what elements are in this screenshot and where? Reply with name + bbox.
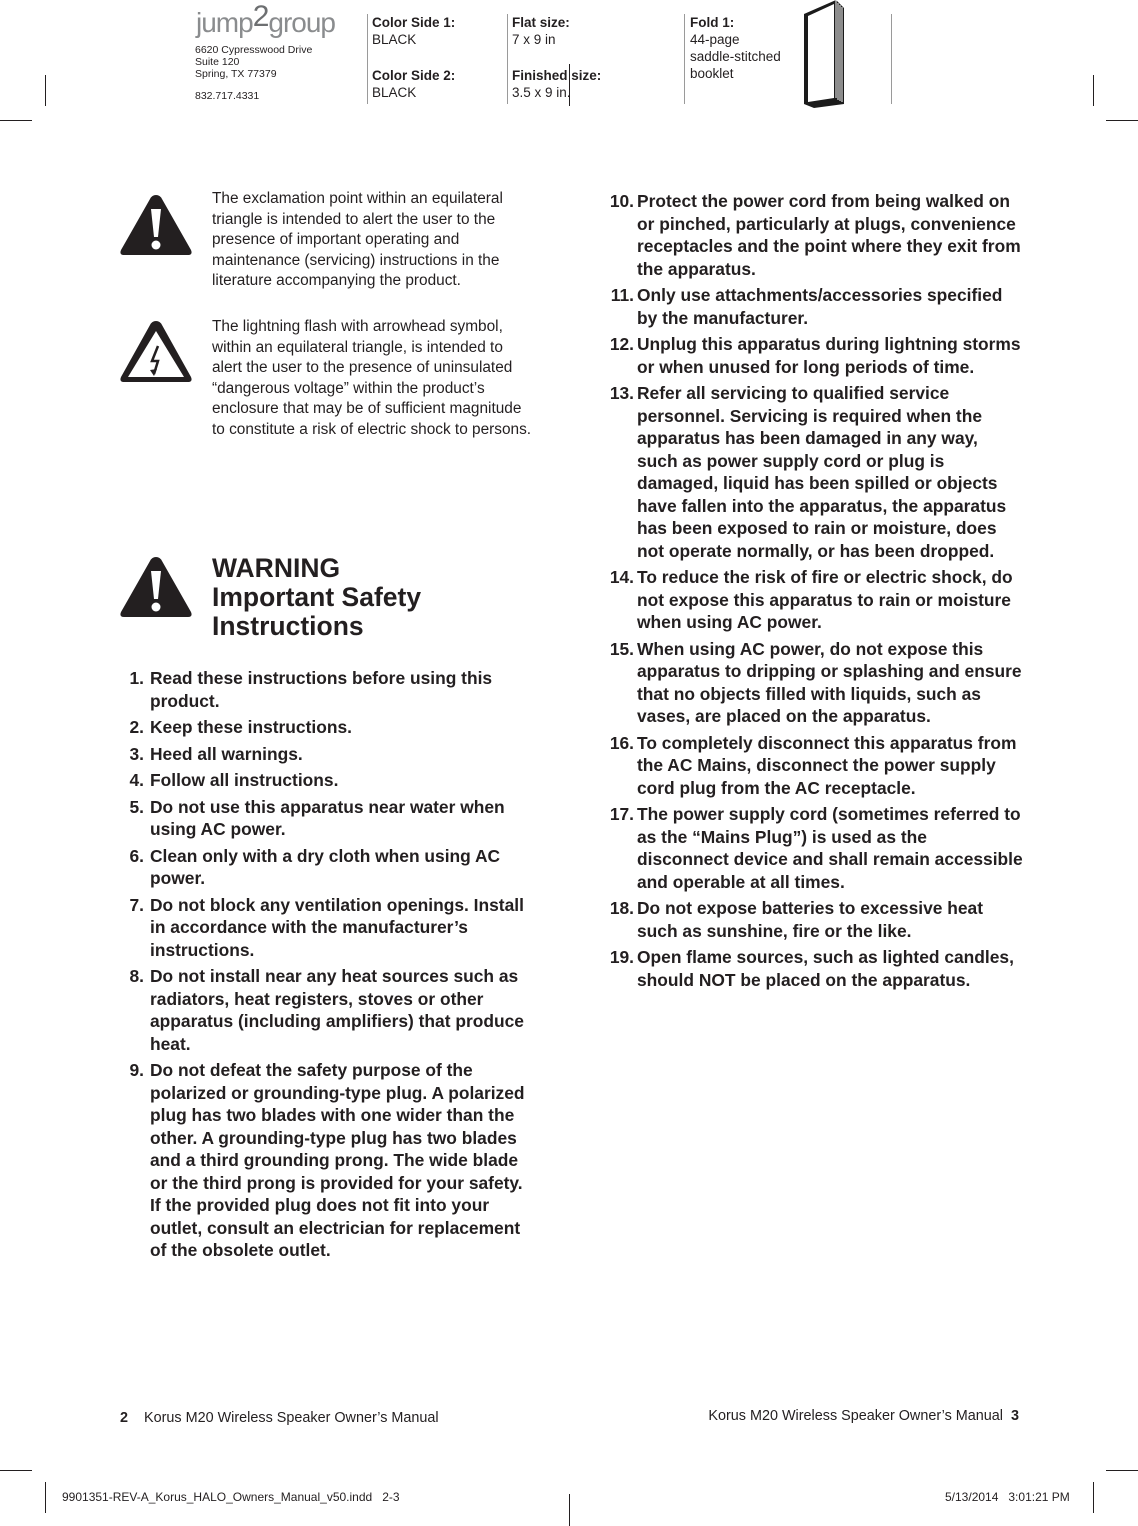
instruction-list-left (120, 667, 530, 1266)
jump2group-logo: jump2group (196, 0, 336, 38)
left-page-footer (120, 1410, 439, 1426)
print-date-slug: 5/13/2014 3:01:21 PM (945, 1490, 1070, 1504)
crop-mark (45, 1482, 46, 1513)
crop-mark (1093, 1482, 1094, 1513)
list-item: 6. Clean only with a dry cloth when using AC power. (129, 845, 501, 888)
fold-info: Fold 1: 44-page saddle-stitched booklet (690, 15, 781, 81)
list-item: 5. Do not use this apparatus near water when using AC power. (129, 796, 505, 839)
list-item: 12. Unplug this apparatus during lightning storms or when unused for long periods of time. (609, 334, 1021, 377)
slug-divider (507, 14, 508, 104)
color-side-info: Color Side 1: BLACK Color Side 2: BLACK (372, 15, 456, 100)
manual-title: Korus M20 Wireless Speaker Owner’s Manual (144, 1410, 439, 1426)
fold-mark (569, 1494, 570, 1526)
list-item: 7. Do not block any ventilation openings. Install in accordance with the manufacturer’s instructions. (129, 894, 524, 960)
slug-divider (367, 14, 368, 104)
crop-mark (1106, 120, 1138, 121)
list-item: 16. To completely disconnect this apparatus from the AC Mains, disconnect the power supply cord plug from the AC receptacle. (609, 732, 1017, 798)
exclamation-warning-icon (118, 554, 194, 620)
list-item: 1. Read these instructions before using this product. (129, 668, 493, 711)
list-item: 2. Keep these instructions. (129, 717, 352, 737)
list-item: 11. Only use attachments/accessories specified by the manufacturer. (610, 285, 1003, 328)
lightning-note: The lightning flash with arrowhead symbol, within an equilateral triangle, is intended to alert the user to the presence of uninsulated “dangerous voltage” within the product’s enclosure that may be of sufficient magnitude to constitute a risk of electric shock to persons. (212, 318, 532, 438)
list-item: 15. When using AC power, do not expose this apparatus to dripping or splashing and ensure that no objects filled with liquids, such as vases, are placed on the apparatus. (609, 638, 1022, 726)
lightning-warning-icon (118, 318, 194, 386)
warning-heading: WARNING Important Safety Instructions (212, 553, 422, 641)
file-name-slug: 9901351-REV-A_Korus_HALO_Owners_Manual_v50.indd 2-3 (62, 1490, 400, 1504)
right-page-footer (708, 1408, 1019, 1424)
exclamation-warning-icon (118, 192, 194, 258)
list-item: 18. Do not expose batteries to excessive heat such as sunshine, fire or the like. (609, 898, 984, 941)
size-info: Flat size: 7 x 9 in Finished size: 3.5 x 9 in. (512, 15, 602, 100)
list-item: 3. Heed all warnings. (129, 743, 303, 764)
company-phone: 832.717.4331 (195, 90, 260, 102)
crop-mark (45, 75, 46, 106)
crop-mark (0, 1470, 32, 1471)
booklet-icon (800, 0, 850, 110)
slug-divider (891, 14, 892, 104)
list-item: 8. Do not install near any heat sources such as radiators, heat registers, stoves or other apparatus (including amplifiers) that produce heat. (129, 966, 524, 1054)
list-item: 4. Follow all instructions. (129, 770, 339, 790)
page-number: 3 (1010, 1408, 1019, 1424)
company-address: 6620 Cypresswood Drive Suite 120 Spring, TX 77379 (195, 44, 313, 80)
crop-mark (0, 120, 32, 121)
list-item: 13. Refer all servicing to qualified service personnel. Servicing is required when the apparatus has been damaged in any way, such as power supply cord or plug is damaged, liquid has been spilled or objects have fallen into the apparatus, the apparatus has been exposed to rain or moisture, does not operate normally, or has been dropped. (609, 383, 1007, 561)
crop-mark (1106, 1470, 1138, 1471)
manual-title: Korus M20 Wireless Speaker Owner’s Manual (708, 1408, 1003, 1424)
list-item: 14. To reduce the risk of fire or electric shock, do not expose this apparatus to rain or moisture when using AC power. (609, 567, 1013, 632)
exclamation-note: The exclamation point within an equilateral triangle is intended to alert the user to the presence of important operating and maintenance (servicing) instructions in the literature accompanying the product. (212, 190, 503, 289)
list-item: 10. Protect the power cord from being walked on or pinched, particularly at plugs, convenience receptacles and the point where they exit from the apparatus. (609, 191, 1021, 279)
list-item: 17. The power supply cord (sometimes referred to as the “Mains Plug”) is used as the disconnect device and shall remain accessible and operable at all times. (609, 804, 1023, 892)
instruction-list-right (603, 190, 1023, 995)
list-item: 9. Do not defeat the safety purpose of the polarized or grounding-type plug. A polarized plug has two blades with one wider than the other. A grounding-type plug has two blades and a third grounding prong. The wide blade or the third prong is provided for your safety. If the provided plug does not fit into your outlet, consult an electrician for replacement of the obsolete outlet. (129, 1060, 525, 1260)
page-number: 2 (120, 1410, 129, 1426)
list-item: 19. Open flame sources, such as lighted candles, should NOT be placed on the apparatus. (609, 947, 1014, 990)
crop-mark (1093, 75, 1094, 106)
slug-divider (684, 14, 685, 104)
